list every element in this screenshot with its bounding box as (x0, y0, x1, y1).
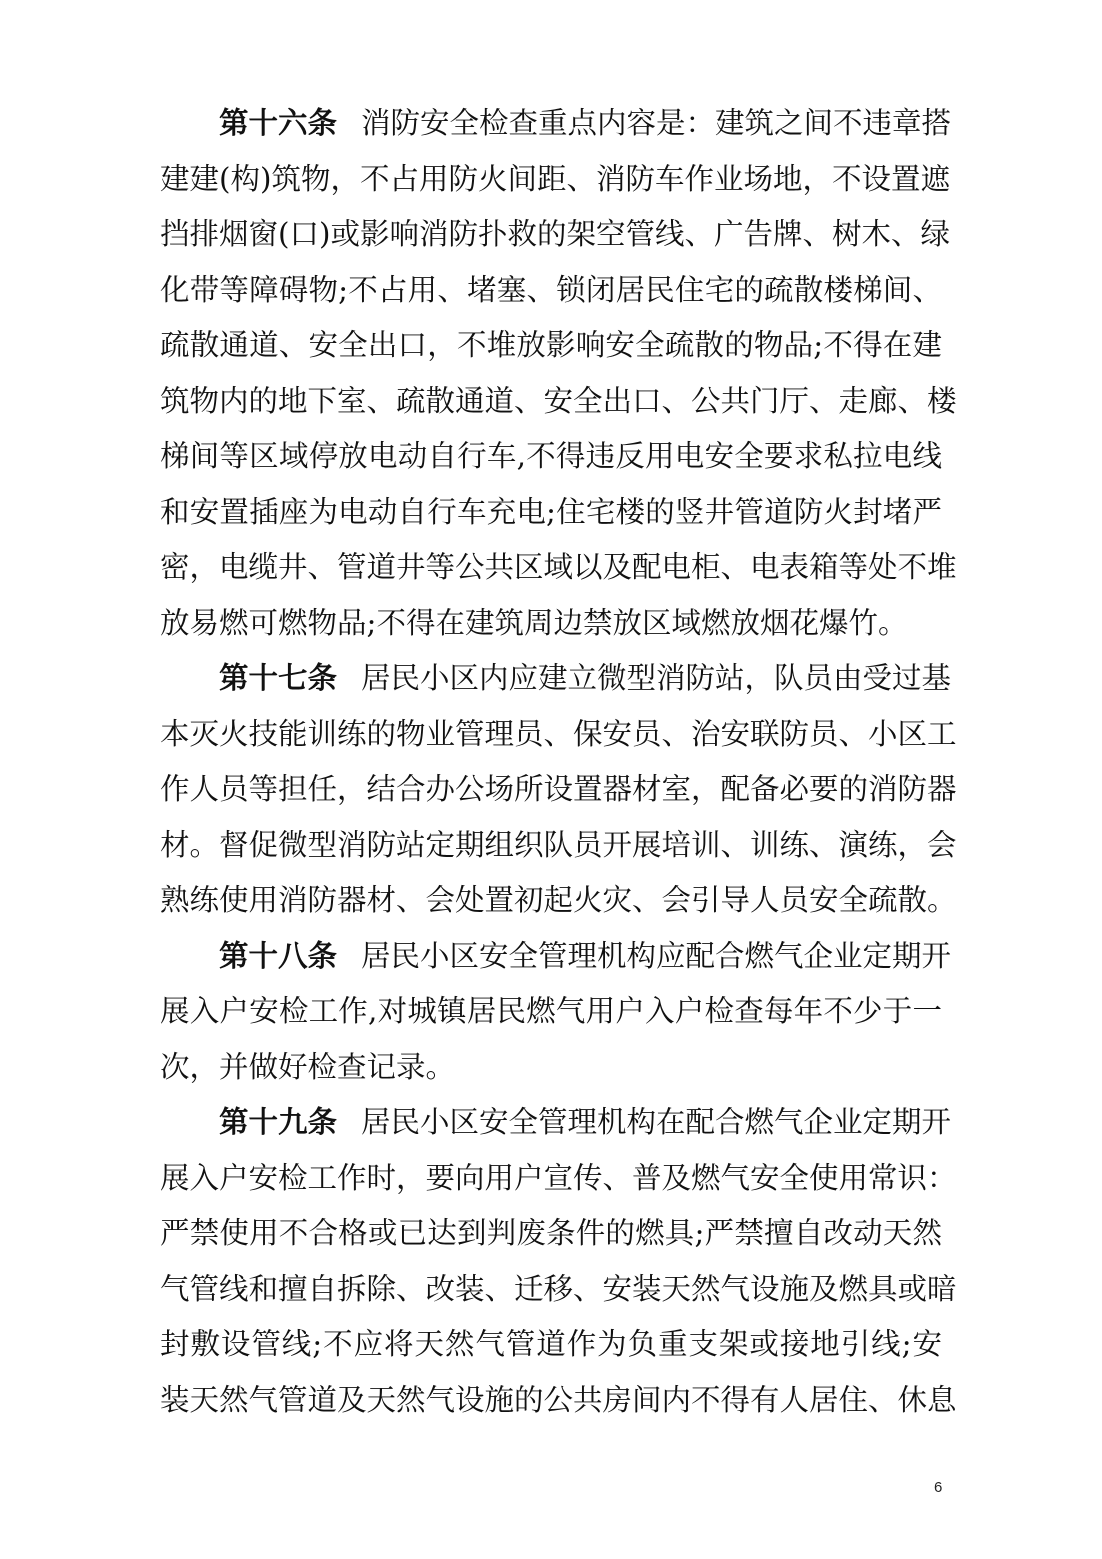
article-heading: 第十八条 (219, 938, 338, 973)
article-text: 居民小区安全管理机构在配合燃气企业定期开 (361, 1105, 952, 1139)
article-19-line-1 (160, 1095, 952, 1151)
document-body (160, 96, 957, 1428)
article-17-line-5: 熟练使用消防器材、会处置初起火灾、会引导人员安全疏散。 (160, 883, 957, 917)
article-heading: 第十六条 (219, 106, 338, 140)
article-16-line-7: 梯间等区域停放电动自行车,不得违反用电安全要求私拉电线 (160, 439, 942, 473)
article-18-line-1 (160, 929, 952, 985)
article-text: 居民小区内应建立微型消防站，队员由受过基 (361, 661, 952, 695)
article-18-line-3: 次，并做好检查记录。 (160, 1049, 456, 1084)
article-17-line-2: 本灭火技能训练的物业管理员、保安员、治安联防员、小区工 (160, 716, 957, 751)
article-heading: 第十七条 (219, 661, 338, 695)
article-19-line-2: 展入户安检工作时，要向用户宣传、普及燃气安全使用常识： (160, 1160, 957, 1195)
article-16-line-10: 放易燃可燃物品;不得在建筑周边禁放区域燃放烟花爆竹。 (160, 605, 908, 640)
article-16-line-5: 疏散通道、安全出口，不堆放影响安全疏散的物品;不得在建 (160, 328, 942, 362)
article-17-line-4: 材。督促微型消防站定期组织队员开展培训、训练、演练，会 (160, 827, 957, 862)
article-text: 消防安全检查重点内容是：建筑之间不违章搭 (361, 106, 952, 140)
article-16-line-2: 建建(构)筑物，不占用防火间距、消防车作业场地，不设置遮 (160, 161, 951, 196)
article-16-line-9: 密，电缆井、管道井等公共区域以及配电柜、电表箱等处不堆 (160, 550, 957, 584)
article-heading: 第十九条 (219, 1105, 338, 1139)
article-19-line-5: 封敷设管线;不应将天然气管道作为负重支架或接地引线;安 (160, 1327, 942, 1361)
article-16-line-6: 筑物内的地下室、疏散通道、安全出口、公共门厅、走廊、楼 (160, 383, 957, 418)
article-16-line-8: 和安置插座为电动自行车充电;住宅楼的竖井管道防火封堵严 (160, 494, 942, 529)
article-19-line-3: 严禁使用不合格或已达到判废条件的燃具;严禁擅自改动天然 (160, 1216, 942, 1250)
article-17-line-1 (160, 651, 952, 707)
article-18-line-2: 展入户安检工作,对城镇居民燃气用户入户检查每年不少于一 (160, 994, 942, 1028)
article-text: 居民小区安全管理机构应配合燃气企业定期开 (361, 938, 952, 973)
article-16-line-3: 挡排烟窗(口)或影响消防扑救的架空管线、广告牌、树木、绿 (160, 217, 951, 251)
article-16-line-1 (160, 96, 952, 152)
article-19-line-6: 装天然气管道及天然气设施的公共房间内不得有人居住、休息 (160, 1382, 957, 1417)
article-19-line-4: 气管线和擅自拆除、改装、迁移、安装天然气设施及燃具或暗 (160, 1271, 957, 1306)
article-17-line-3: 作人员等担任，结合办公场所设置器材室，配备必要的消防器 (160, 772, 957, 806)
page-number: 6 (934, 1479, 943, 1496)
article-16-line-4: 化带等障碍物;不占用、堵塞、锁闭居民住宅的疏散楼梯间、 (160, 272, 942, 307)
